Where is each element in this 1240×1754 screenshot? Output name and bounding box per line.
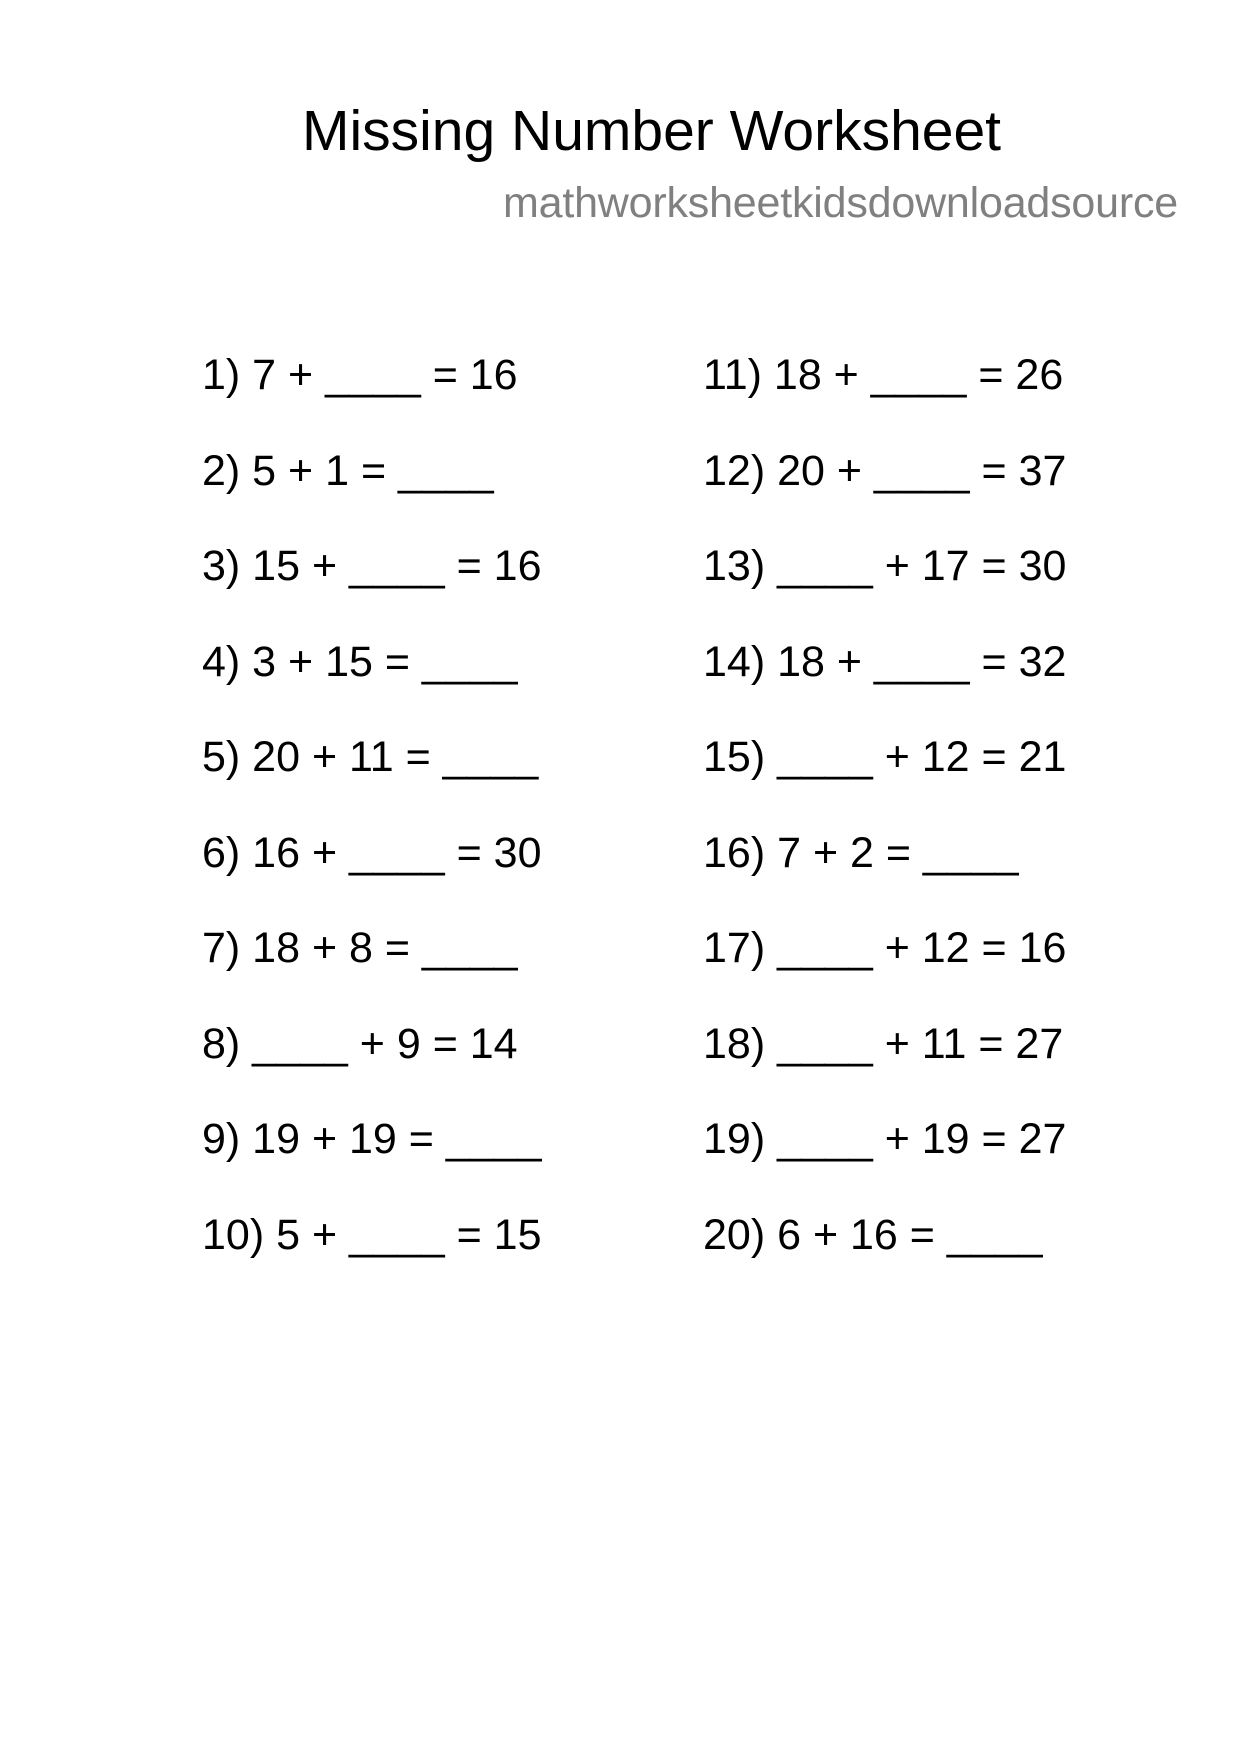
problem-18: 18) ____ + 11 = 27	[703, 1019, 1064, 1068]
problem-10: 10) 5 + ____ = 15	[202, 1210, 542, 1259]
worksheet-source: mathworksheetkidsdownloadsource	[503, 179, 1178, 227]
problem-12: 12) 20 + ____ = 37	[703, 446, 1067, 495]
problem-column-right	[703, 350, 1066, 1305]
problem-11: 11) 18 + ____ = 26	[703, 351, 1064, 399]
problem-2: 2) 5 + 1 = ____	[202, 446, 494, 495]
problem-14: 14) 18 + ____ = 32	[703, 637, 1067, 686]
problem-15: 15) ____ + 12 = 21	[703, 733, 1067, 781]
problem-13: 13) ____ + 17 = 30	[703, 542, 1067, 590]
problem-3: 3) 15 + ____ = 16	[202, 542, 542, 590]
problem-9: 9) 19 + 19 = ____	[202, 1115, 542, 1163]
problem-17: 17) ____ + 12 = 16	[703, 924, 1067, 972]
problem-8: 8) ____ + 9 = 14	[202, 1019, 518, 1068]
problem-20: 20) 6 + 16 = ____	[703, 1210, 1043, 1259]
problem-7: 7) 18 + 8 = ____	[202, 924, 518, 972]
problem-5: 5) 20 + 11 = ____	[202, 733, 539, 781]
problem-1: 1) 7 + ____ = 16	[202, 351, 518, 399]
worksheet-title: Missing Number Worksheet	[302, 99, 1002, 163]
problem-6: 6) 16 + ____ = 30	[202, 828, 542, 877]
problem-4: 4) 3 + 15 = ____	[202, 637, 518, 686]
problem-19: 19) ____ + 19 = 27	[703, 1115, 1067, 1163]
problem-column-left	[202, 350, 542, 1305]
problem-16: 16) 7 + 2 = ____	[703, 828, 1019, 877]
